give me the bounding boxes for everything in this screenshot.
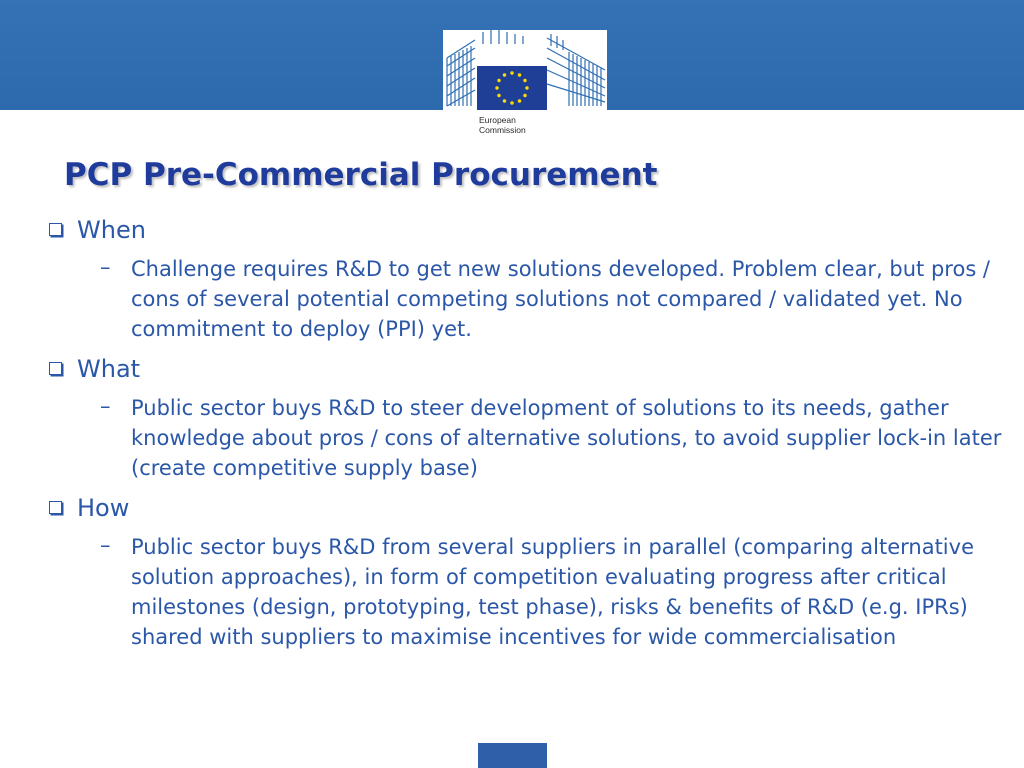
section-text-how: Public sector buys R&D from several suppliers in parallel (comparing alternative solution approaches), in form of competition evaluating progress after critical milestones (design, prototyping, test phase), risks & benefits of R&D (e.g. IPRs) shared with suppliers to maximise incentives for wide commercialisation <box>131 535 974 649</box>
section-text-when: Challenge requires R&D to get new solutions developed. Problem clear, but pros / cons of several potential competing solutions not compared / validated yet. No commitment to deploy (PPI) yet. <box>131 257 991 341</box>
dash-bullet: – <box>100 533 111 557</box>
logo-line-2: Commission <box>479 125 526 135</box>
checkbox-bullet-icon <box>49 501 62 514</box>
checkbox-bullet-icon <box>49 362 62 375</box>
dash-bullet: – <box>100 255 111 279</box>
section-heading-label: How <box>77 494 130 522</box>
section-text-what: Public sector buys R&D to steer development of solutions to its needs, gather knowledge about pros / cons of alternative solutions, to avoid supplier lock-in later (create competitive supply base) <box>131 396 1002 480</box>
european-commission-logo <box>443 30 607 142</box>
section-heading-label: When <box>77 216 146 244</box>
dash-bullet: – <box>100 394 111 418</box>
section-heading-when <box>49 216 146 244</box>
section-heading-how <box>49 494 129 522</box>
section-heading-label: What <box>77 355 141 383</box>
slide-title: PCP Pre-Commercial Procurement <box>64 157 658 193</box>
logo-line-1: European <box>479 115 516 125</box>
section-heading-what <box>49 355 140 383</box>
checkbox-bullet-icon <box>49 223 62 236</box>
footer-tab <box>478 743 547 768</box>
logo-wordmark <box>479 115 526 135</box>
